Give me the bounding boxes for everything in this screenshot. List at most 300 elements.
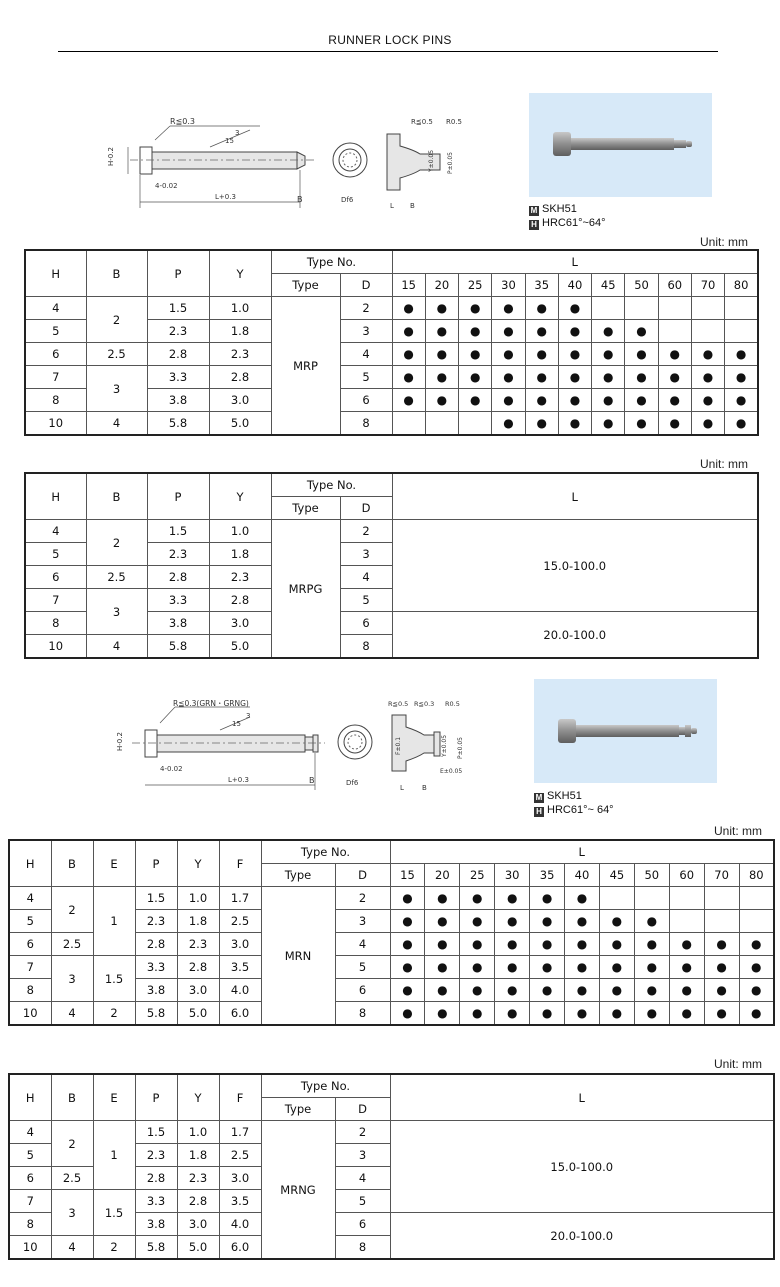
header-f: F [219,840,261,887]
available-dot [739,956,774,979]
cell-b: 2.5 [51,933,93,956]
cell-f: 2.5 [219,1144,261,1167]
empty-cell [691,297,724,320]
header-length: 15 [390,864,425,887]
available-dot [634,1002,669,1026]
available-dot [495,1002,530,1026]
cell-p: 3.3 [147,366,209,389]
cell-d: 3 [340,543,392,566]
table-row [25,250,758,274]
cell-type-name: MRNG [261,1121,335,1260]
available-dot [530,933,565,956]
cell-y: 5.0 [177,1002,219,1026]
cell-y: 2.8 [209,589,271,612]
header-l: L [392,473,758,520]
svg-text:R0.5: R0.5 [445,700,460,708]
cell-d: 2 [335,1121,390,1144]
available-dot [704,956,739,979]
header-y: Y [209,250,271,297]
available-dot [390,956,425,979]
cell-h: 6 [25,566,86,589]
header-b: B [51,1074,93,1121]
cell-b: 3 [51,1190,93,1236]
cell-p: 2.8 [147,566,209,589]
available-dot [565,887,600,910]
cell-e: 1 [93,887,135,956]
cell-e: 1.5 [93,956,135,1002]
header-h: H [9,1074,51,1121]
header-length: 25 [459,274,492,297]
cell-d: 4 [335,1167,390,1190]
cell-p: 2.3 [147,543,209,566]
available-dot [739,979,774,1002]
table-row [9,1002,774,1026]
svg-text:B: B [410,202,415,210]
table-row [25,366,758,389]
header-length: 45 [592,274,625,297]
cell-p: 3.8 [135,979,177,1002]
cell-d: 3 [340,320,392,343]
cell-p: 3.3 [135,1190,177,1213]
available-dot [390,887,425,910]
cell-p: 1.5 [135,1121,177,1144]
available-dot [704,979,739,1002]
cell-h: 7 [9,1190,51,1213]
cell-y: 2.8 [209,366,271,389]
available-dot [725,412,758,436]
cell-p: 3.3 [135,956,177,979]
available-dot [390,910,425,933]
cell-h: 4 [9,1121,51,1144]
available-dot [425,389,458,412]
available-dot [492,389,525,412]
table-row [9,840,774,864]
available-dot [525,389,558,412]
cell-h: 4 [25,297,86,320]
svg-text:3: 3 [235,129,240,137]
available-dot [392,366,425,389]
cell-b: 2.5 [86,343,147,366]
unit-label-mrng: Unit: mm [714,1057,762,1071]
cell-p: 3.3 [147,589,209,612]
available-dot [669,933,704,956]
available-dot [725,343,758,366]
available-dot [425,956,460,979]
available-dot [625,343,658,366]
header-d: D [340,497,392,520]
cell-length-range: 20.0-100.0 [390,1213,774,1260]
material-hardness: HRC61°~ 64° [547,804,614,816]
cell-p: 3.8 [135,1213,177,1236]
svg-text:3: 3 [246,712,251,720]
cell-y: 1.0 [209,520,271,543]
header-e: E [93,840,135,887]
available-dot [592,343,625,366]
cell-f: 6.0 [219,1236,261,1260]
available-dot [390,979,425,1002]
available-dot [460,979,495,1002]
cell-p: 5.8 [147,412,209,436]
available-dot [425,933,460,956]
header-type-no: Type No. [271,250,392,274]
available-dot [530,979,565,1002]
cell-h: 10 [25,412,86,436]
cell-d: 6 [335,1213,390,1236]
header-d: D [335,1098,390,1121]
available-dot [704,1002,739,1026]
cell-h: 8 [9,1213,51,1236]
cell-d: 2 [335,887,390,910]
cell-length-range: 15.0-100.0 [392,520,758,612]
header-h: H [25,250,86,297]
available-dot [739,933,774,956]
header-h: H [9,840,51,887]
empty-cell [739,887,774,910]
unit-label-mrn: Unit: mm [714,824,762,838]
available-dot [425,910,460,933]
cell-h: 5 [9,1144,51,1167]
cell-f: 2.5 [219,910,261,933]
header-length: 20 [425,864,460,887]
svg-text:B: B [297,195,303,204]
available-dot [725,366,758,389]
empty-cell [725,297,758,320]
cell-b: 4 [86,635,147,659]
available-dot [425,297,458,320]
header-type: Type [261,864,335,887]
pin-photo-icon [529,93,712,197]
available-dot [565,1002,600,1026]
available-dot [459,343,492,366]
cell-h: 5 [9,910,51,933]
header-length: 40 [565,864,600,887]
cell-y: 2.3 [209,566,271,589]
available-dot [495,956,530,979]
cell-y: 3.0 [177,979,219,1002]
header-y: Y [177,1074,219,1121]
cell-y: 3.0 [209,612,271,635]
available-dot [530,887,565,910]
cell-h: 5 [25,543,86,566]
cell-d: 8 [340,635,392,659]
available-dot [599,956,634,979]
cell-p: 2.8 [135,1167,177,1190]
mrpg-spec-table [24,472,759,659]
cell-d: 4 [340,343,392,366]
available-dot [739,1002,774,1026]
cell-p: 3.8 [147,612,209,635]
header-e: E [93,1074,135,1121]
cell-y: 5.0 [209,412,271,436]
cell-d: 8 [335,1002,390,1026]
header-d: D [335,864,390,887]
svg-text:L+0.3: L+0.3 [215,193,236,201]
header-length: 30 [492,274,525,297]
available-dot [495,887,530,910]
available-dot [592,320,625,343]
table-row [25,520,758,543]
available-dot [565,933,600,956]
svg-text:L: L [400,784,404,792]
available-dot [625,389,658,412]
cell-y: 1.8 [177,910,219,933]
available-dot [669,1002,704,1026]
material-badge: M [535,793,543,802]
title-rule [58,51,718,52]
cell-b: 2.5 [51,1167,93,1190]
cell-d: 5 [335,956,390,979]
header-length: 70 [704,864,739,887]
cell-d: 2 [340,297,392,320]
available-dot [669,956,704,979]
cell-b: 2 [86,520,147,566]
header-type-no: Type No. [271,473,392,497]
svg-text:15: 15 [225,137,234,145]
cell-p: 2.8 [135,933,177,956]
cell-p: 2.3 [135,910,177,933]
empty-cell [599,887,634,910]
cell-h: 8 [9,979,51,1002]
svg-text:Df6: Df6 [346,779,359,787]
empty-cell [634,887,669,910]
available-dot [592,412,625,436]
mrn-spec-table [8,839,775,1026]
cell-type-name: MRN [261,887,335,1026]
cell-h: 7 [9,956,51,979]
header-length: 60 [658,274,691,297]
header-length: 80 [739,864,774,887]
cell-e: 2 [93,1236,135,1260]
header-l: L [390,840,774,864]
cell-p: 5.8 [135,1002,177,1026]
available-dot [565,979,600,1002]
cell-h: 7 [25,366,86,389]
available-dot [459,389,492,412]
cell-f: 3.5 [219,956,261,979]
available-dot [565,956,600,979]
cell-h: 10 [9,1002,51,1026]
svg-text:15: 15 [232,720,241,728]
available-dot [459,297,492,320]
mrn-technical-drawing [100,695,480,805]
available-dot [525,297,558,320]
available-dot [525,320,558,343]
pin-photo-icon [534,679,717,783]
header-b: B [86,473,147,520]
table-row [9,1121,774,1144]
available-dot [530,956,565,979]
header-length: 20 [425,274,458,297]
header-l: L [392,250,758,274]
mrp-technical-drawing [100,110,480,220]
unit-label-mrp: Unit: mm [700,235,748,249]
material-steel: SKH51 [547,790,582,802]
mrp-spec-table [24,249,759,436]
cell-y: 2.8 [177,1190,219,1213]
cell-p: 1.5 [147,520,209,543]
available-dot [392,389,425,412]
available-dot [691,366,724,389]
available-dot [565,910,600,933]
svg-text:R≦0.3(GRN・GRNG): R≦0.3(GRN・GRNG) [173,699,249,708]
header-d: D [340,274,392,297]
cell-d: 8 [335,1236,390,1260]
available-dot [558,320,591,343]
cell-h: 6 [9,933,51,956]
header-length: 70 [691,274,724,297]
cell-y: 5.0 [209,635,271,659]
cell-p: 1.5 [147,297,209,320]
table-row [25,343,758,366]
svg-text:4-0.02: 4-0.02 [160,765,183,773]
hardness-badge: H [529,220,539,230]
available-dot [492,320,525,343]
available-dot [525,366,558,389]
available-dot [558,297,591,320]
cell-f: 3.5 [219,1190,261,1213]
header-length: 40 [558,274,591,297]
available-dot [530,1002,565,1026]
cell-length-range: 20.0-100.0 [392,612,758,659]
empty-cell [658,297,691,320]
available-dot [492,343,525,366]
available-dot [425,320,458,343]
available-dot [460,910,495,933]
empty-cell [725,320,758,343]
cell-length-range: 15.0-100.0 [390,1121,774,1213]
cell-f: 6.0 [219,1002,261,1026]
cell-f: 4.0 [219,979,261,1002]
table-row [25,297,758,320]
header-length: 15 [392,274,425,297]
available-dot [392,343,425,366]
svg-text:R≦0.3: R≦0.3 [170,117,195,126]
svg-text:Df6: Df6 [341,196,354,204]
cell-d: 6 [340,389,392,412]
available-dot [425,887,460,910]
available-dot [658,343,691,366]
available-dot [390,933,425,956]
svg-text:E±0.05: E±0.05 [440,768,463,775]
available-dot [625,320,658,343]
cell-h: 6 [25,343,86,366]
cell-d: 6 [335,979,390,1002]
header-b: B [51,840,93,887]
available-dot [669,979,704,1002]
cell-f: 3.0 [219,933,261,956]
header-p: P [147,473,209,520]
available-dot [425,1002,460,1026]
cell-b: 2.5 [86,566,147,589]
available-dot [492,412,525,436]
available-dot [658,389,691,412]
unit-label-mrpg: Unit: mm [700,457,748,471]
available-dot [460,1002,495,1026]
header-p: P [147,250,209,297]
header-p: P [135,840,177,887]
cell-f: 1.7 [219,1121,261,1144]
available-dot [425,979,460,1002]
available-dot [592,366,625,389]
table-row [9,1074,774,1098]
svg-text:R≦0.5: R≦0.5 [388,700,409,708]
cell-b: 3 [86,366,147,412]
cell-d: 4 [335,933,390,956]
available-dot [634,933,669,956]
header-b: B [86,250,147,297]
header-y: Y [209,473,271,520]
cell-e: 1 [93,1121,135,1190]
cell-b: 4 [86,412,147,436]
cell-d: 5 [340,366,392,389]
mrp-material-info [529,202,606,230]
available-dot [558,366,591,389]
available-dot [599,1002,634,1026]
header-type-no: Type No. [261,840,390,864]
cell-p: 2.8 [147,343,209,366]
cell-h: 8 [25,389,86,412]
cell-f: 3.0 [219,1167,261,1190]
cell-f: 4.0 [219,1213,261,1236]
svg-text:P±0.05: P±0.05 [457,736,464,759]
cell-y: 1.8 [209,543,271,566]
empty-cell [425,412,458,436]
svg-text:R0.5: R0.5 [446,118,462,126]
cell-d: 4 [340,566,392,589]
available-dot [599,979,634,1002]
available-dot [599,910,634,933]
cell-y: 5.0 [177,1236,219,1260]
available-dot [530,910,565,933]
cell-y: 2.3 [177,933,219,956]
cell-h: 10 [9,1236,51,1260]
available-dot [691,412,724,436]
cell-h: 4 [25,520,86,543]
header-type: Type [271,274,340,297]
cell-y: 1.0 [177,887,219,910]
available-dot [459,366,492,389]
empty-cell [658,320,691,343]
svg-text:R≦0.5: R≦0.5 [411,118,433,126]
header-h: H [25,473,86,520]
available-dot [558,412,591,436]
available-dot [492,297,525,320]
available-dot [634,910,669,933]
svg-text:P±0.05: P±0.05 [447,151,454,174]
cell-p: 5.8 [135,1236,177,1260]
cell-y: 1.0 [177,1121,219,1144]
cell-p: 1.5 [135,887,177,910]
available-dot [725,389,758,412]
cell-d: 3 [335,910,390,933]
available-dot [558,343,591,366]
available-dot [658,412,691,436]
cell-e: 2 [93,1002,135,1026]
available-dot [525,412,558,436]
available-dot [495,933,530,956]
cell-b: 2 [86,297,147,343]
available-dot [704,933,739,956]
empty-cell [669,887,704,910]
available-dot [492,366,525,389]
hardness-badge: H [534,807,544,817]
mrn-product-photo [534,679,717,783]
cell-y: 1.0 [209,297,271,320]
header-length: 45 [599,864,634,887]
svg-text:F±0.1: F±0.1 [395,736,402,755]
mrng-spec-table [8,1073,775,1260]
header-l: L [390,1074,774,1121]
